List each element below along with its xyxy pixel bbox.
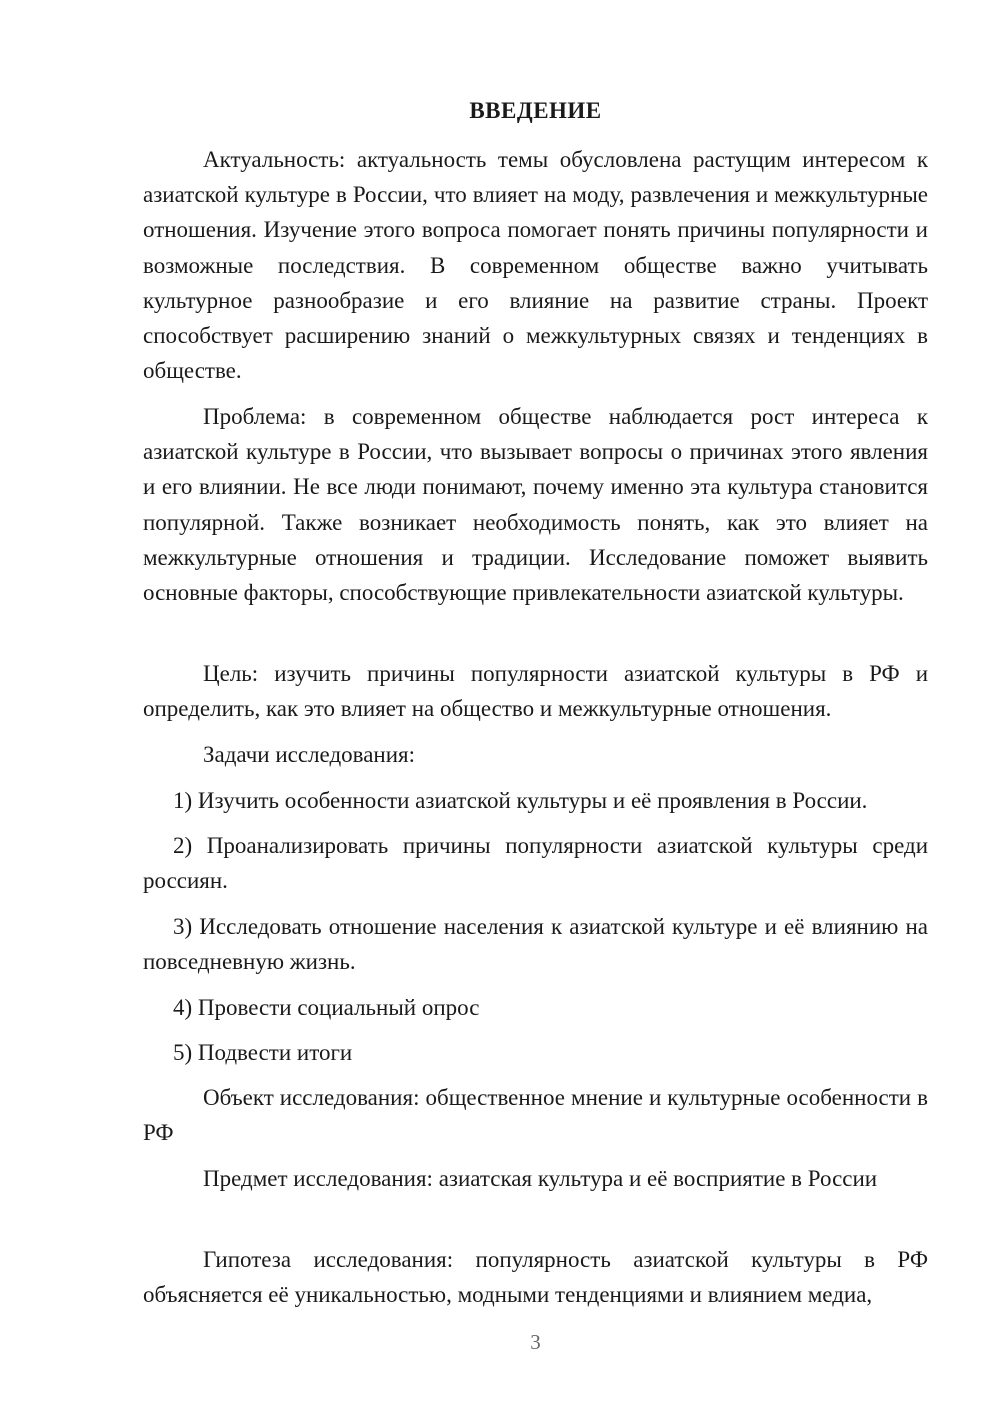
page-number: 3 <box>530 1330 541 1354</box>
relevance-paragraph: Актуальность: актуальность темы обусловлена растущим интересом к азиатской культуре в России, что влияет на моду, развлечения и межкультурные отношения. Изучение этого вопроса помогает понять причины популярности и возможные последствия. В современном обществе важно учитывать культурное разнообразие и его влияние на развитие страны. Проект способствует расширению знаний о межкультурных связях и тенденциях в обществе. <box>143 147 928 384</box>
tasks-heading: Задачи исследования: <box>203 742 416 767</box>
task-item: 1) Изучить особенности азиатской культуры и её проявления в России. <box>173 788 868 813</box>
task-item: 4) Провести социальный опрос <box>173 995 480 1020</box>
hypothesis-paragraph: Гипотеза исследования: популярность азиатской культуры в РФ объясняется её уникальностью, модными тенденциями и влиянием медиа, <box>143 1247 928 1308</box>
page-title: ВВЕДЕНИЕ <box>469 98 602 123</box>
task-item: 5) Подвести итоги <box>173 1040 353 1065</box>
problem-paragraph: Проблема: в современном обществе наблюдается рост интереса к азиатской культуре в России, что вызывает вопросы о причинах этого явления и его влиянии. Не все люди понимают, почему именно эта культура становится популярной. Также возникает необходимость понять, как это влияет на межкультурные отношения и традиции. Исследование поможет выявить основные факторы, способствующие привлекательности азиатской культуры. <box>143 404 928 606</box>
task-item: 2) Проанализировать причины популярности азиатской культуры среди россиян. <box>143 833 928 894</box>
task-item: 3) Исследовать отношение населения к азиатской культуре и её влиянию на повседневную жизнь. <box>143 914 928 975</box>
subject-paragraph: Предмет исследования: азиатская культура и её восприятие в России <box>203 1166 878 1191</box>
document-page <box>143 0 928 1414</box>
object-paragraph: Объект исследования: общественное мнение и культурные особенности в РФ <box>143 1085 928 1146</box>
goal-paragraph: Цель: изучить причины популярности азиатской культуры в РФ и определить, как это влияет на общество и межкультурные отношения. <box>143 661 928 722</box>
